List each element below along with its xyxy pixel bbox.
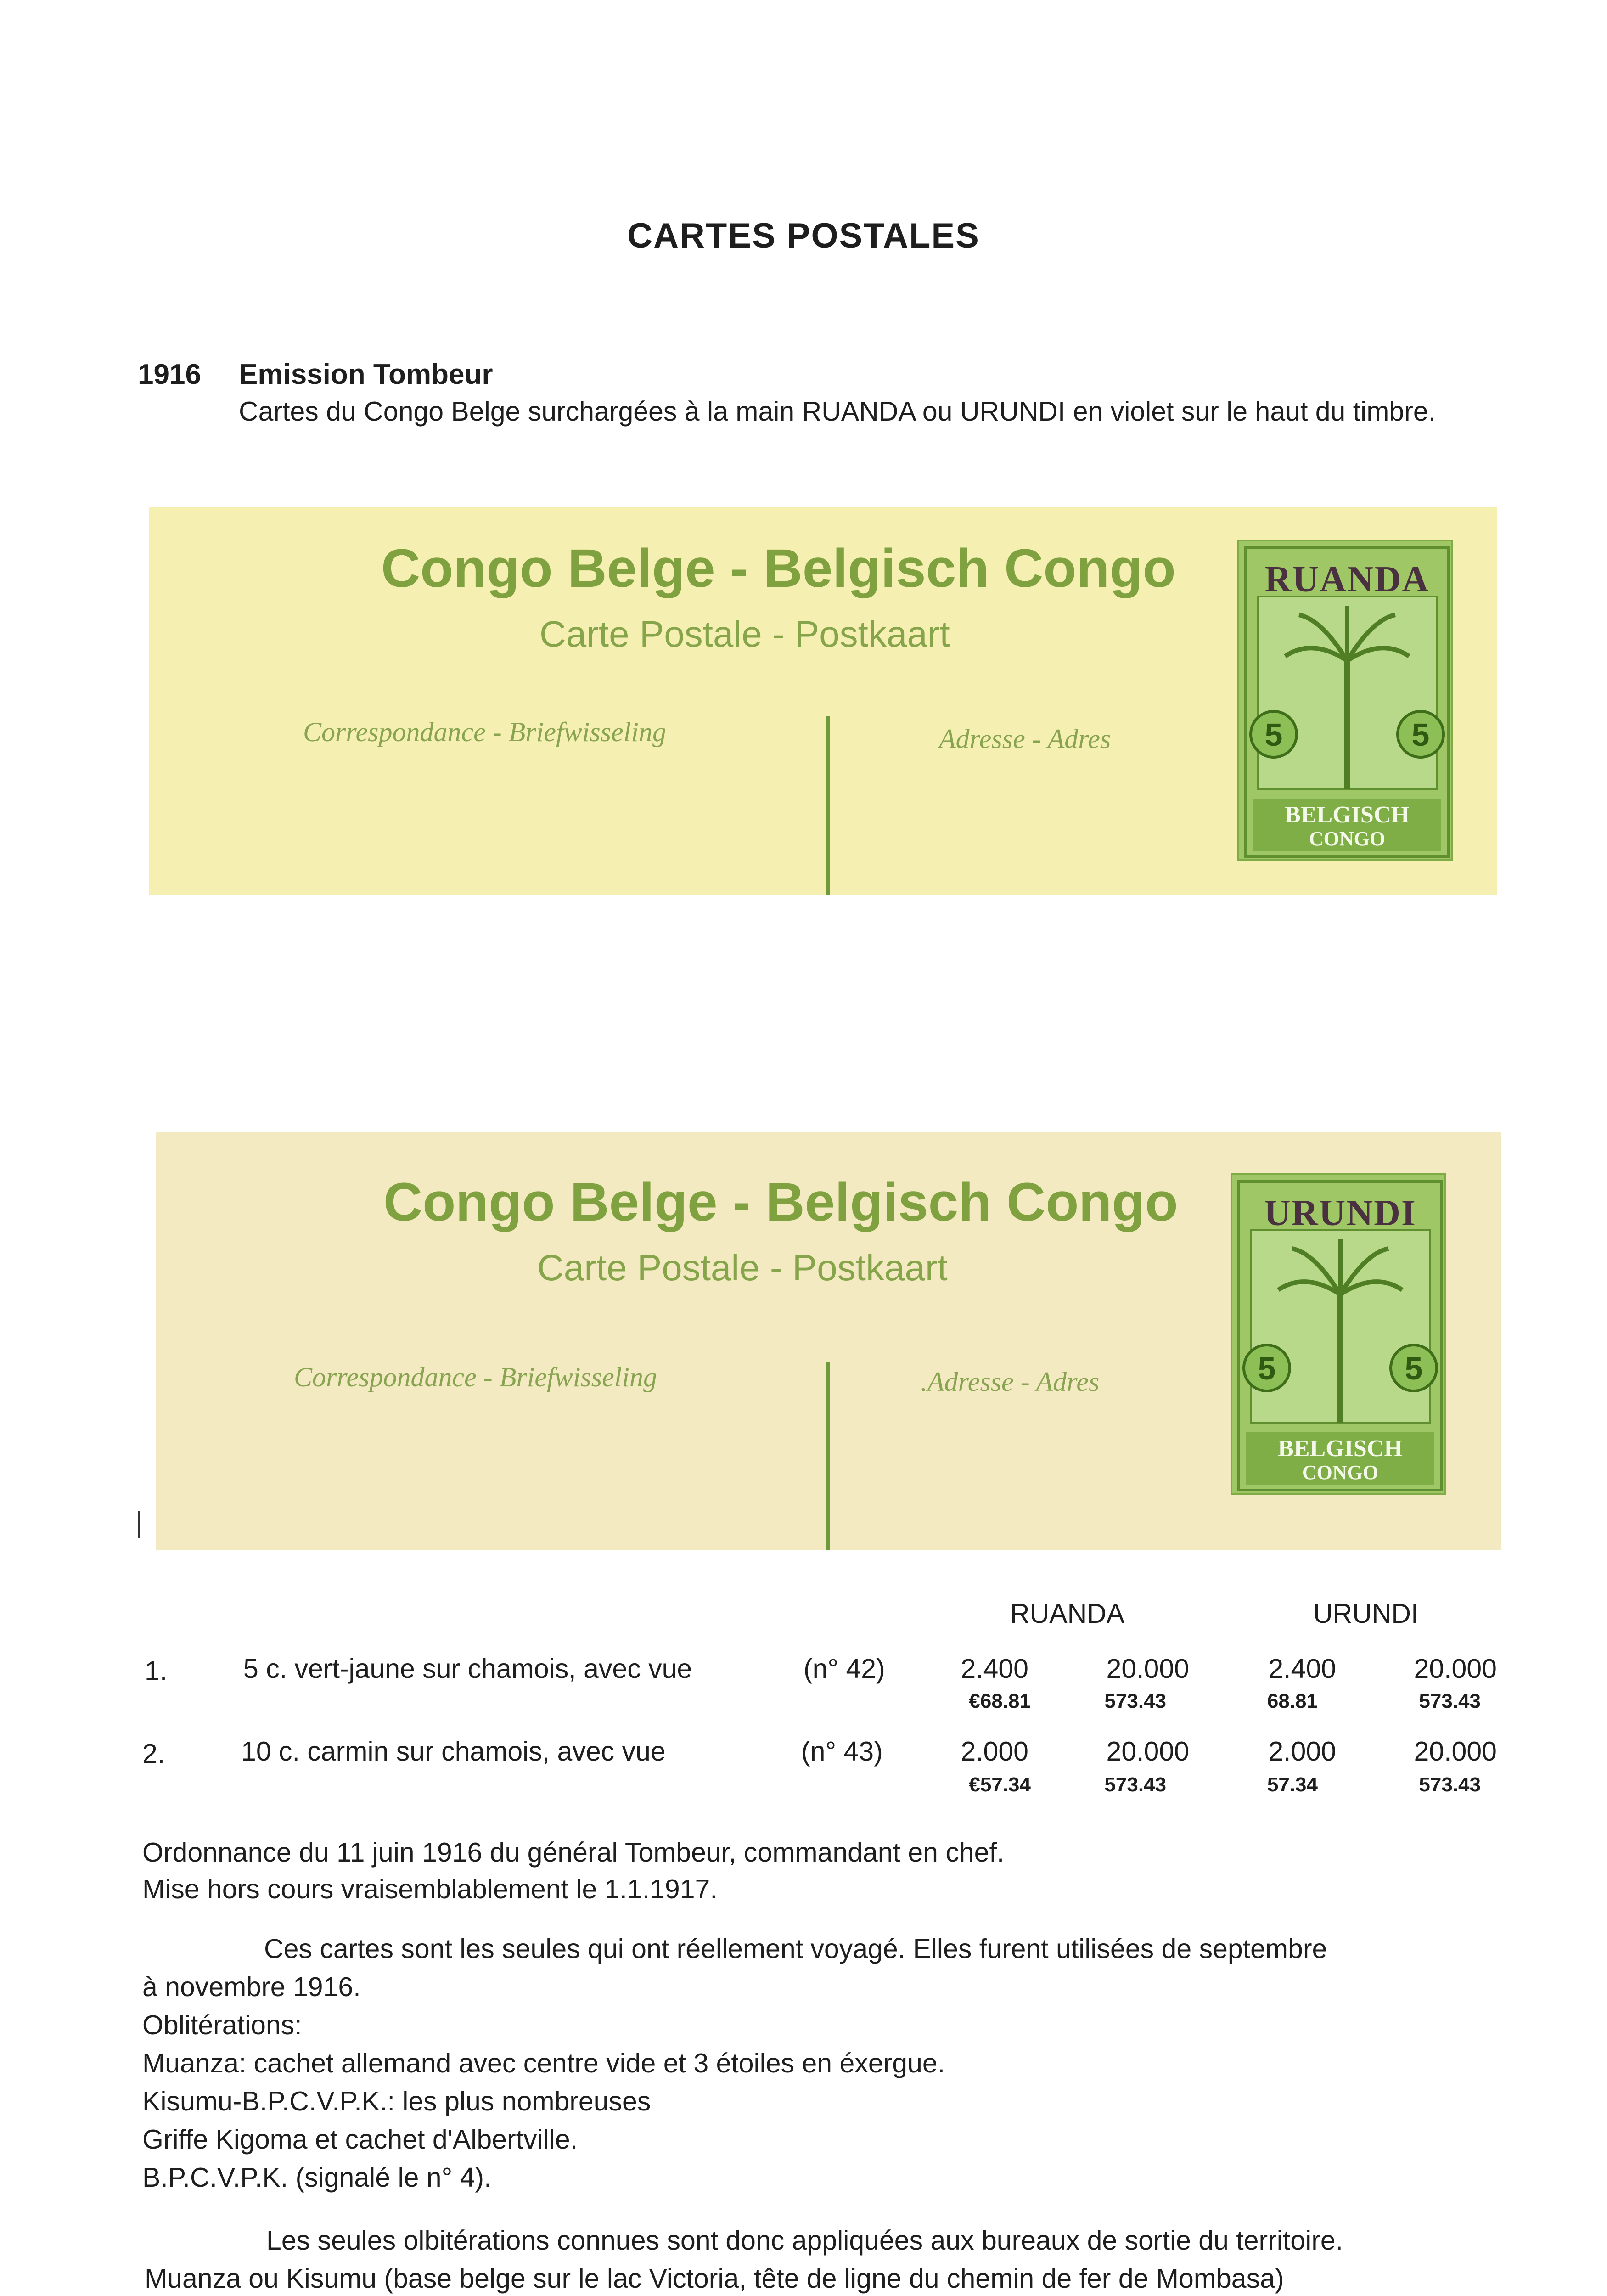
euro-ruanda-2: 573.43 xyxy=(1104,1690,1166,1712)
page-title: CARTES POSTALES xyxy=(627,216,980,255)
card-heading: Congo Belge - Belgisch Congo xyxy=(381,538,1176,599)
obliteration-3: Griffe Kigoma et cachet d'Albertville. xyxy=(142,2124,578,2155)
card-correspondence-label: Correspondance - Briefwisseling xyxy=(294,1362,657,1392)
euro-urundi-1: 68.81 xyxy=(1267,1690,1318,1712)
euro-urundi-1: 57.34 xyxy=(1267,1773,1318,1796)
price-urundi-1: 2.400 xyxy=(1268,1654,1336,1684)
svg-text:5: 5 xyxy=(1411,717,1430,753)
euro-urundi-2: 573.43 xyxy=(1419,1690,1481,1712)
svg-text:CONGO: CONGO xyxy=(1309,827,1386,850)
section-title: Emission Tombeur xyxy=(239,359,493,390)
stamp-5c xyxy=(1237,540,1453,861)
column-header-urundi: URUNDI xyxy=(1313,1598,1419,1629)
svg-text:5: 5 xyxy=(1264,717,1283,753)
card-subheading: Carte Postale - Postkaart xyxy=(537,1247,948,1288)
euro-ruanda-1: €57.34 xyxy=(969,1773,1031,1796)
svg-text:5: 5 xyxy=(1405,1351,1423,1386)
stamp-5c xyxy=(1231,1173,1446,1495)
card-divider xyxy=(826,716,830,895)
section-description: Cartes du Congo Belge surchargées à la main RUANDA ou URUNDI en violet sur le haut du timbre. xyxy=(239,396,1436,427)
row-number: 2. xyxy=(142,1739,165,1769)
row-description: 10 c. carmin sur chamois, avec vue xyxy=(241,1736,666,1767)
section-year: 1916 xyxy=(138,359,201,390)
price-ruanda-2: 20.000 xyxy=(1106,1736,1189,1767)
card-address-label: .Adresse - Adres xyxy=(921,1367,1100,1397)
svg-text:BELGISCH: BELGISCH xyxy=(1285,802,1410,828)
paragraph-2-line-1: Les seules olbitérations connues sont donc appliquées aux bureaux de sortie du territoire. xyxy=(266,2225,1343,2256)
price-ruanda-1: 2.000 xyxy=(961,1736,1028,1767)
obliteration-1: Muanza: cachet allemand avec centre vide et 3 étoiles en éxergue. xyxy=(142,2048,945,2078)
obliteration-2: Kisumu-B.P.C.V.P.K.: les plus nombreuses xyxy=(142,2086,651,2116)
mise-hors-cours-text: Mise hors cours vraisemblablement le 1.1.1917. xyxy=(142,1874,718,1904)
row-number: 1. xyxy=(145,1656,168,1686)
price-ruanda-1: 2.400 xyxy=(961,1654,1028,1684)
svg-text:BELGISCH: BELGISCH xyxy=(1278,1435,1403,1462)
postcard-urundi xyxy=(156,1132,1501,1550)
postcard-ruanda xyxy=(149,507,1497,895)
ordonnance-text: Ordonnance du 11 juin 1916 du général Tombeur, commandant en chef. xyxy=(142,1837,1005,1868)
row-reference: (n° 42) xyxy=(804,1654,885,1684)
svg-text:5: 5 xyxy=(1258,1351,1276,1386)
paragraph-2-line-2: Muanza ou Kisumu (base belge sur le lac Victoria, tête de ligne du chemin de fer de Mombasa) xyxy=(145,2263,1284,2294)
euro-urundi-2: 573.43 xyxy=(1419,1773,1481,1796)
paragraph-1-line-2: à novembre 1916. xyxy=(142,1972,361,2002)
card-heading: Congo Belge - Belgisch Congo xyxy=(383,1172,1178,1232)
obliteration-4: B.P.C.V.P.K. (signalé le n° 4). xyxy=(142,2162,492,2193)
price-urundi-1: 2.000 xyxy=(1268,1736,1336,1767)
card-divider xyxy=(826,1362,830,1550)
row-reference: (n° 43) xyxy=(801,1736,883,1767)
stamp-overprint: URUNDI xyxy=(1264,1193,1416,1233)
card-subheading: Carte Postale - Postkaart xyxy=(539,613,950,654)
column-header-ruanda: RUANDA xyxy=(1010,1598,1125,1629)
stamp-overprint: RUANDA xyxy=(1264,559,1430,600)
price-urundi-2: 20.000 xyxy=(1414,1736,1497,1767)
margin-mark xyxy=(138,1511,140,1538)
card-correspondence-label: Correspondance - Briefwisseling xyxy=(303,717,667,747)
svg-text:CONGO: CONGO xyxy=(1302,1461,1379,1484)
obliterations-title: Oblitérations: xyxy=(142,2010,302,2040)
paragraph-1-line-1: Ces cartes sont les seules qui ont réellement voyagé. Elles furent utilisées de septembre xyxy=(264,1934,1327,1964)
row-description: 5 c. vert-jaune sur chamois, avec vue xyxy=(243,1654,692,1684)
euro-ruanda-2: 573.43 xyxy=(1104,1773,1166,1796)
price-ruanda-2: 20.000 xyxy=(1106,1654,1189,1684)
euro-ruanda-1: €68.81 xyxy=(969,1690,1031,1712)
price-urundi-2: 20.000 xyxy=(1414,1654,1497,1684)
card-address-label: Adresse - Adres xyxy=(939,724,1111,754)
